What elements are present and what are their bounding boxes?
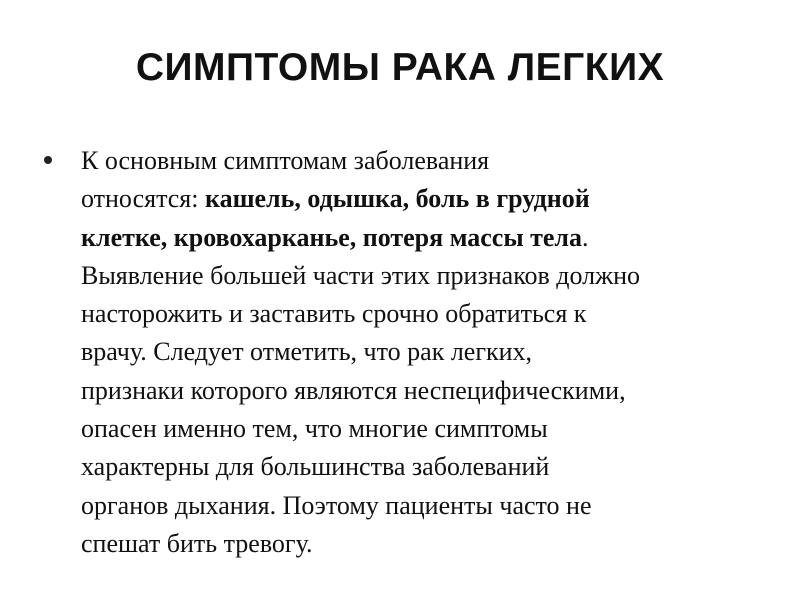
text-line: К основным симптомам заболевания <box>81 146 490 175</box>
slide-title: СИМПТОМЫ РАКА ЛЕГКИХ <box>135 46 665 89</box>
text-line: опасен именно тем, что многие симптомы <box>81 414 548 444</box>
bullet-text <box>81 142 744 563</box>
text-line: характерны для большинства заболеваний <box>81 452 550 482</box>
text-line: Выявление большей части этих признаков должно <box>81 260 641 290</box>
text-line: насторожить и заставить срочно обратиться к <box>81 299 587 329</box>
slide-content <box>44 142 744 563</box>
bullet-item <box>44 142 744 563</box>
text-line: спешат бить тревогу. <box>81 528 313 558</box>
symptoms-highlight: клетке, кровохарканье, потеря массы тела <box>81 222 583 252</box>
symptoms-highlight: кашель, одышка, боль в грудной <box>204 184 590 214</box>
text-segment: . <box>582 222 589 252</box>
text-line: органов дыхания. Поэтому пациенты часто не <box>81 490 592 520</box>
bullet-icon <box>44 156 52 164</box>
text-line <box>81 219 744 257</box>
text-line: врачу. Следует отметить, что рак легких, <box>81 337 533 367</box>
text-segment: относятся: <box>81 184 205 214</box>
text-line: признаки которого являются неспецифическими, <box>81 375 626 405</box>
text-line <box>81 180 744 218</box>
